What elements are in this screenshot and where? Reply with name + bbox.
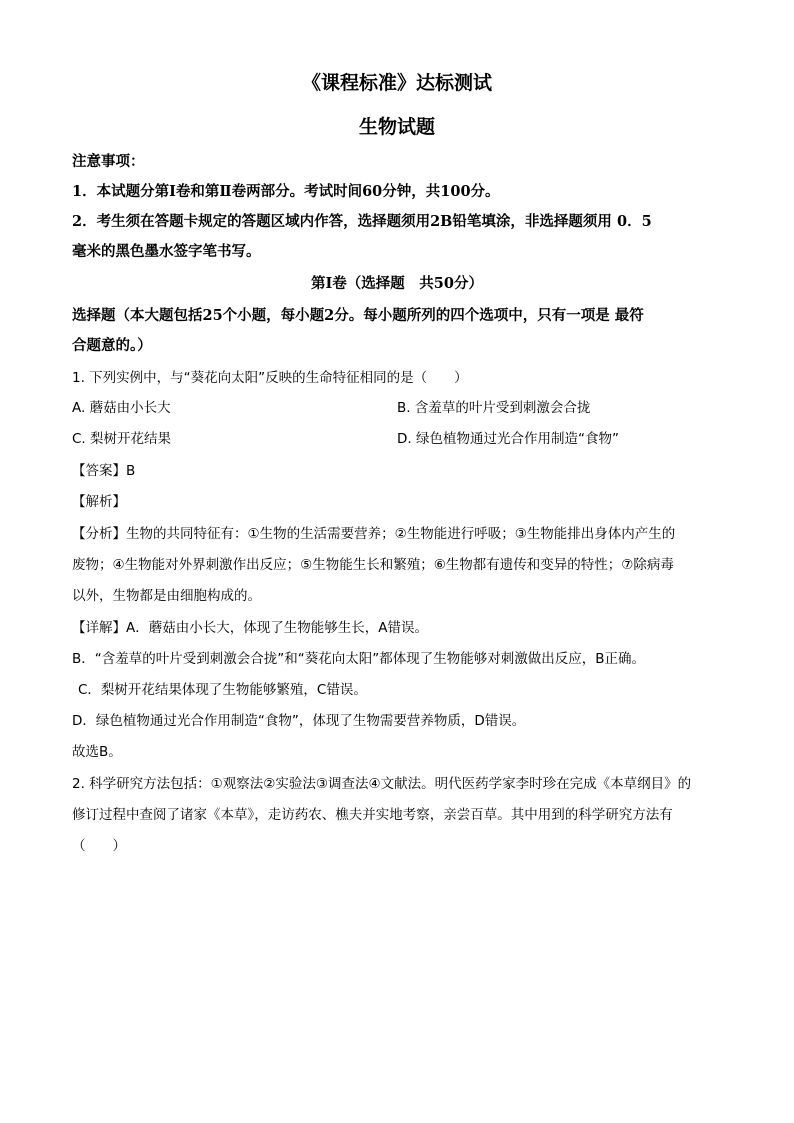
question-2-stem-line-3: （ ） (72, 838, 126, 854)
question-1-detail-line-3: C．梨树开花结果体现了生物能够繁殖，C错误。 (78, 682, 367, 698)
section-instructions-line-2: 合题意的。） (72, 337, 152, 354)
question-1-option-c: C. 梨树开花结果 (72, 431, 172, 447)
page-subtitle: 生物试题 (358, 116, 435, 138)
question-1-analysis-label: 【解析】 (72, 494, 126, 510)
notice-item-2-line-1: 2．考生须在答题卡规定的答题区域内作答，选择题须用2B铅笔填涂，非选择题须用 0．5 (72, 213, 652, 230)
question-1-detail-line-2: B．“含羞草的叶片受到刺激会合拢”和“葵花向太阳”都体现了生物能够对刺激做出反应，B正确。 (72, 651, 645, 667)
notice-item-2-line-2: 毫米的黑色墨水签字笔书写。 (72, 243, 261, 260)
question-1-conclusion: 故选B。 (72, 744, 122, 760)
notice-item-1: 1．本试题分第Ⅰ卷和第Ⅱ卷两部分。考试时间60分钟，共100分。 (72, 183, 500, 200)
question-2-stem-line-1: 2. 科学研究方法包括：①观察法②实验法③调查法④文献法。明代医药学家李时珍在完成《本草纲目》的 (72, 776, 692, 792)
question-1-stem: 1. 下列实例中，与“葵花向太阳”反映的生命特征相同的是（ ） (72, 370, 468, 386)
section-title: 第Ⅰ卷（选择题 共50分） (311, 275, 483, 292)
question-1-answer: 【答案】B (72, 463, 136, 479)
notice-heading: 注意事项： (72, 153, 145, 170)
section-instructions-line-1: 选择题（本大题包括25个小题，每小题2分。每小题所列的四个选项中，只有一项是 最符 (72, 307, 644, 324)
question-2-stem-line-2: 修订过程中查阅了诸家《本草》，走访药农、樵夫并实地考察，亲尝百草。其中用到的科学研究方法有 (72, 807, 673, 823)
question-1-analysis-line-2: 废物；④生物能对外界刺激作出反应；⑤生物能生长和繁殖；⑥生物都有遗传和变异的特性；⑦除病毒 (72, 557, 674, 573)
question-1-option-d: D. 绿色植物通过光合作用制造“食物” (397, 431, 619, 447)
page-title: 《课程标准》达标测试 (301, 72, 492, 94)
question-1-analysis-line-3: 以外，生物都是由细胞构成的。 (72, 588, 261, 604)
question-1-detail-line-1: 【详解】A．蘑菇由小长大，体现了生物能够生长，A错误。 (72, 620, 428, 636)
question-1-option-b: B. 含羞草的叶片受到刺激会合拢 (397, 400, 591, 416)
question-1-option-a: A. 蘑菇由小长大 (72, 400, 171, 416)
question-1-detail-line-4: D．绿色植物通过光合作用制造“食物”，体现了生物需要营养物质，D错误。 (72, 713, 526, 729)
question-1-analysis-line-1: 【分析】生物的共同特征有：①生物的生活需要营养；②生物能进行呼吸；③生物能排出身体内产生的 (72, 526, 676, 542)
